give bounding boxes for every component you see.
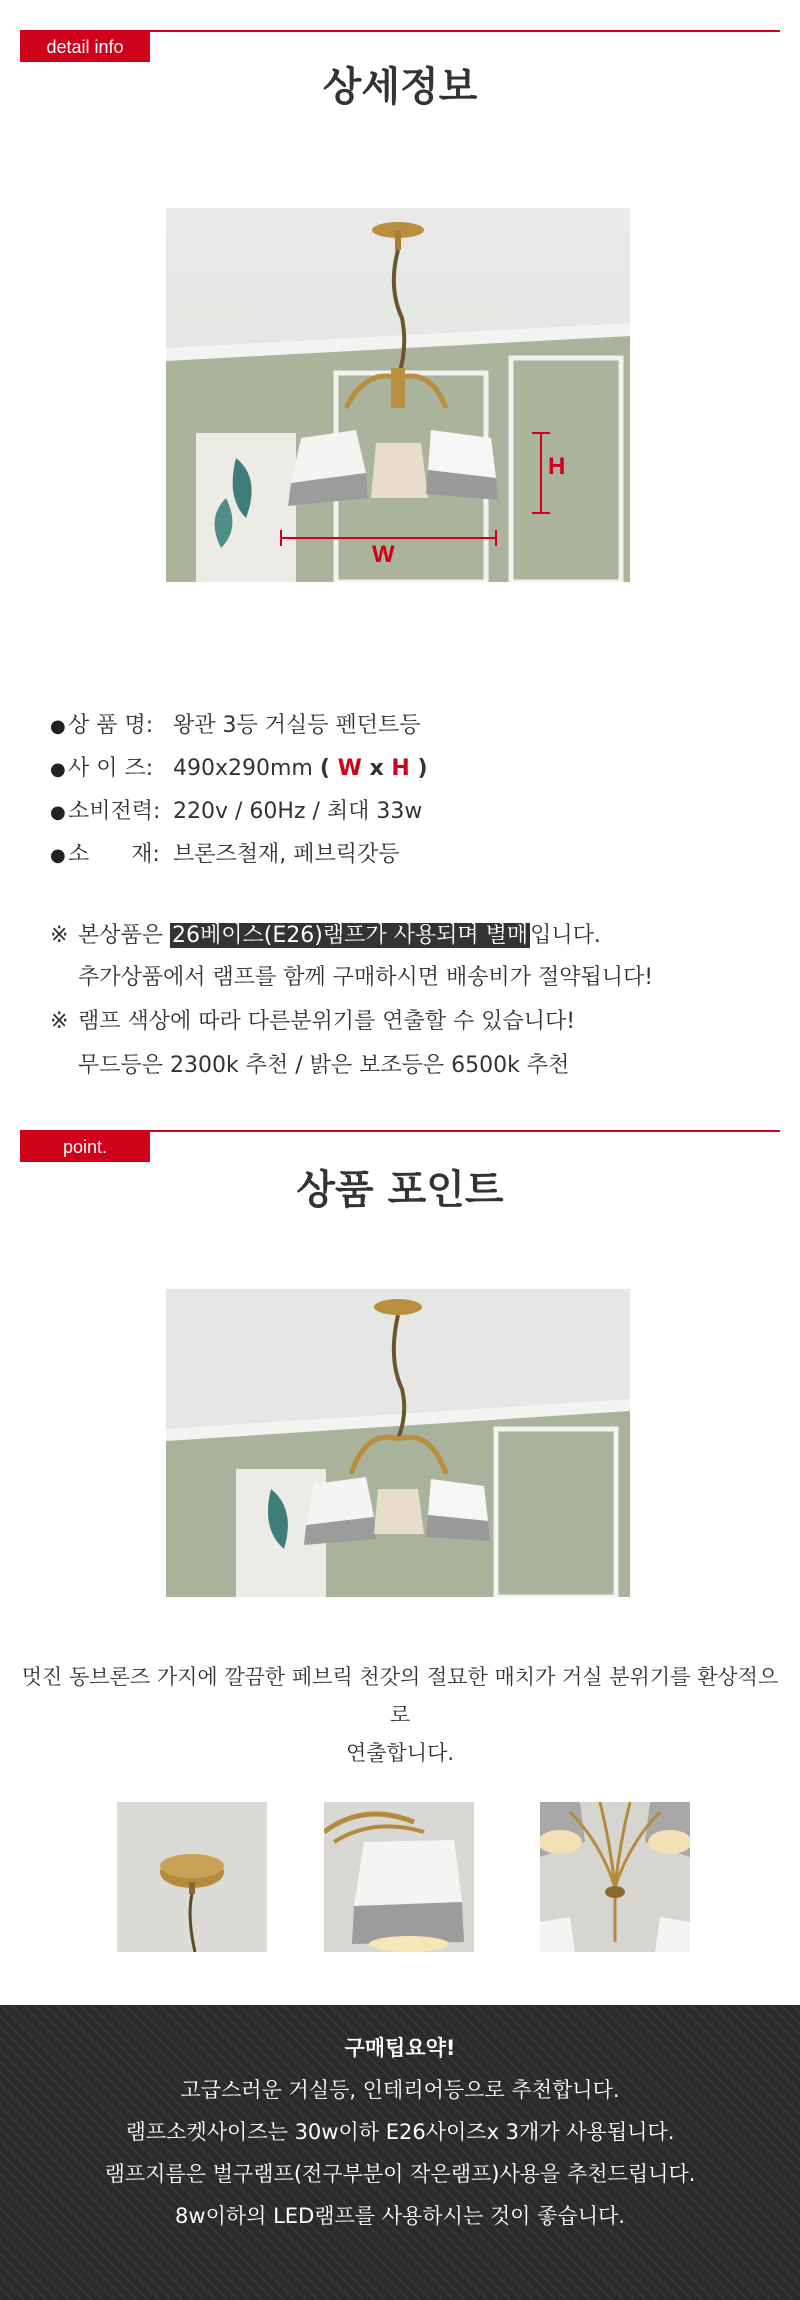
detail-photo-shade	[324, 1802, 474, 1952]
spec-material: ● 소 재: 브론즈철재, 페브릭갓등	[50, 842, 400, 867]
note-lamp-color: ※ 램프 색상에 따라 다른분위기를 연출할 수 있습니다!	[50, 1009, 576, 1034]
section-title: 상품 포인트	[296, 1167, 504, 1213]
purchase-tips-box	[0, 2005, 800, 2300]
note-recommend-k: 무드등은 2300k 추천 / 밝은 보조등은 6500k 추천	[78, 1053, 570, 1078]
tips-line: 8w이하의 LED램프를 사용하시는 것이 좋습니다.	[175, 2204, 625, 2228]
point-description: 멋진 동브론즈 가지에 깔끔한 페브릭 천갓의 절묘한 매치가 거실 분위기를 환상적으로 연출합니다.	[21, 1665, 779, 1765]
product-photo-point	[166, 1289, 630, 1597]
spec-power: ● 소비전력: 220v / 60Hz / 최대 33w	[50, 799, 423, 824]
bullet-icon: ●	[50, 845, 66, 866]
dimension-w-label: W	[372, 541, 395, 568]
section-tag: point.	[20, 1132, 150, 1162]
section-tag: detail info	[20, 32, 150, 62]
dimension-h-label: H	[548, 453, 566, 480]
tips-title: 구매팁요약!	[344, 2036, 456, 2060]
tips-line: 고급스러운 거실등, 인테리어등으로 추천합니다.	[180, 2078, 620, 2102]
detail-photo-canopy	[117, 1802, 267, 1952]
note-lamp-sold-separately: ※ 본상품은 26베이스(E26)램프가 사용되며 별매입니다.	[50, 923, 601, 948]
spec-size: ● 사 이 즈: 490x290mm ( W x H )	[50, 756, 428, 781]
detail-photo-arms	[540, 1802, 690, 1952]
reference-mark-icon: ※	[50, 923, 69, 948]
bullet-icon: ●	[50, 716, 66, 737]
section-title: 상세정보	[322, 64, 478, 110]
spec-product-name: ● 상 품 명: 왕관 3등 거실등 펜던트등	[50, 713, 421, 738]
bullet-icon: ●	[50, 802, 66, 823]
chandelier-illustration	[166, 1289, 630, 1597]
product-photo-main	[166, 208, 630, 582]
tips-line: 램프지름은 벌구램프(전구부분이 작은램프)사용을 추천드립니다.	[104, 2162, 696, 2186]
tips-line: 램프소켓사이즈는 30w이하 E26사이즈x 3개가 사용됩니다.	[125, 2120, 675, 2144]
reference-mark-icon: ※	[50, 1009, 69, 1034]
note-shipping: 추가상품에서 램프를 함께 구매하시면 배송비가 절약됩니다!	[78, 965, 654, 990]
bullet-icon: ●	[50, 759, 66, 780]
chandelier-illustration	[166, 208, 630, 582]
